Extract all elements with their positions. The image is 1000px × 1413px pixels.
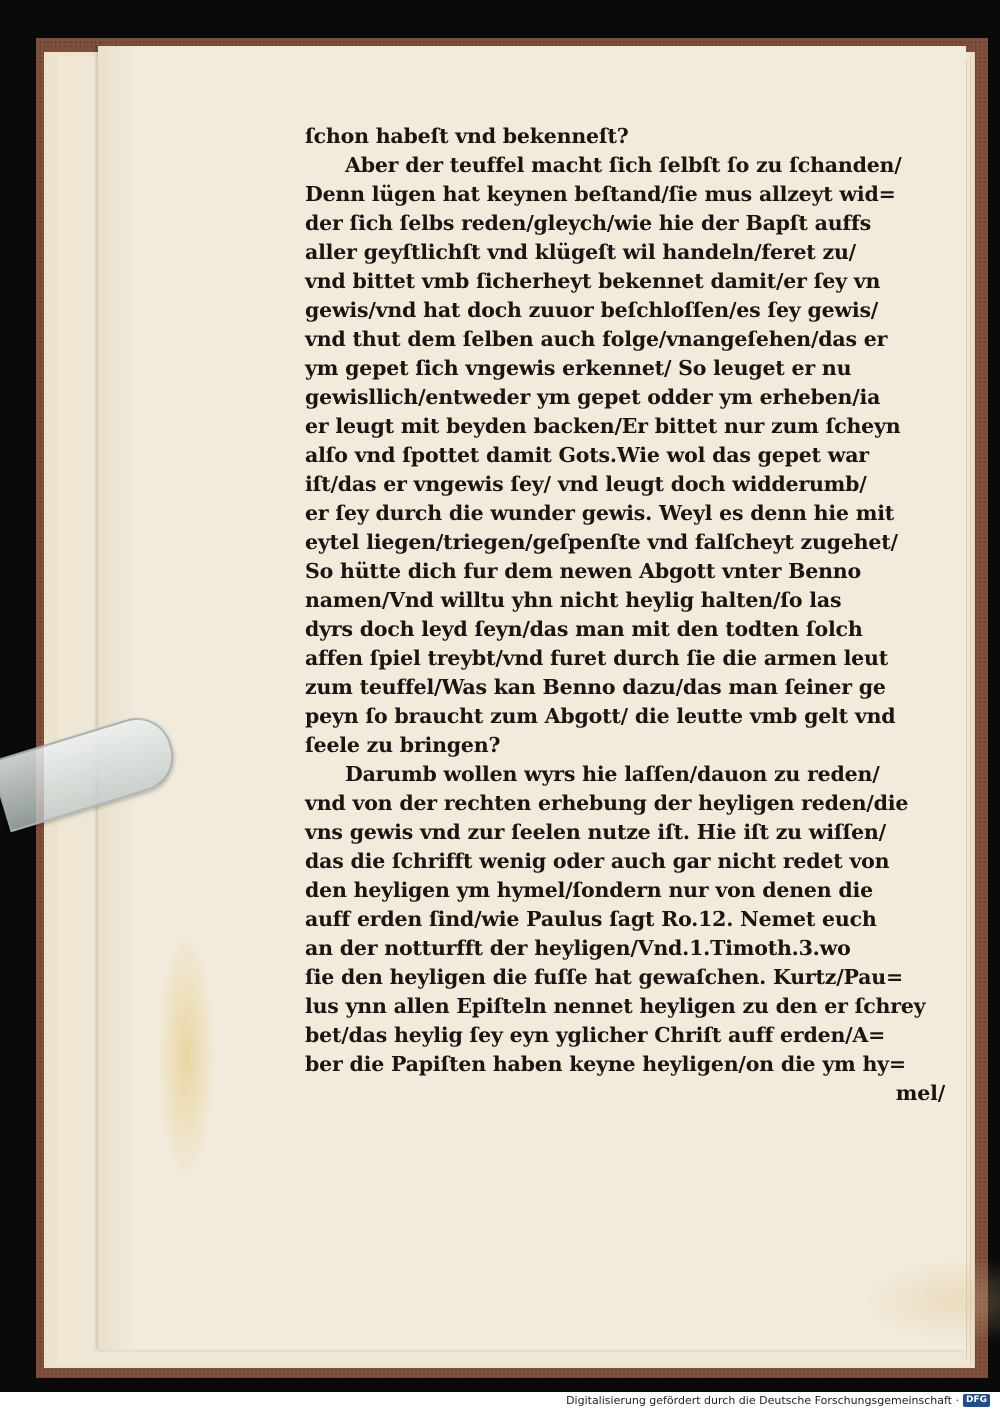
catchword-line: mel/: [895, 1081, 945, 1105]
text-line: Darumb wollen wyrs hie laſſen/dauon zu reden/: [345, 762, 880, 786]
text-line: dyrs doch leyd ſeyn/das man mit den todten ſolch: [305, 617, 863, 641]
text-line: So hütte dich fur dem newen Abgott vnter Benno: [305, 559, 861, 583]
text-line: Aber der teuffel macht ſich ſelbſt ſo zu ſchanden/: [345, 153, 902, 177]
text-line: ber die Papiſten haben keyne heyligen/on die ym hy=: [305, 1052, 906, 1076]
text-line: zum teuffel/Was kan Benno dazu/das man ſeiner ge: [305, 675, 886, 699]
text-line: das die ſchrifft wenig oder auch gar nicht redet von: [305, 849, 890, 873]
text-line: aller geyſtlichſt vnd klügeſt wil handeln/feret zu/: [305, 240, 856, 264]
text-line: eytel liegen/triegen/geſpenſte vnd falſcheyt zugehet/: [305, 530, 898, 554]
text-line: auff erden ſind/wie Paulus ſagt Ro.12. Nemet euch: [305, 907, 877, 931]
text-line: lus ynn allen Epiſteln nennet heyligen zu den er ſchrey: [305, 994, 926, 1018]
text-line: iſt/das er vngewis ſey/ vnd leugt doch widderumb/: [305, 472, 867, 496]
paper-stain: [858, 1256, 1000, 1346]
text-line: Denn lügen hat keynen beſtand/ſie mus allzeyt wid=: [305, 182, 896, 206]
text-line: er leugt mit beyden backen/Er bittet nur zum ſcheyn: [305, 414, 901, 438]
digitization-credit: [566, 1394, 990, 1407]
text-line: an der notturfft der heyligen/Vnd.1.Timoth.3.wo: [305, 936, 851, 960]
text-line: ſeele zu bringen?: [305, 733, 501, 757]
text-line: alſo vnd ſpottet damit Gots.Wie wol das gepet war: [305, 443, 869, 467]
text-line: gewis/vnd hat doch zuuor beſchloſſen/es ſey gewis/: [305, 298, 879, 322]
text-line: den heyligen ym hymel/ſondern nur von denen die: [305, 878, 873, 902]
page-text: [305, 122, 945, 1108]
text-line: vnd von der rechten erhebung der heyligen reden/die: [305, 791, 909, 815]
text-line: vnd bittet vmb ſicherheyt bekennet damit/er ſey vn: [305, 269, 881, 293]
text-line: ſchon habeſt vnd bekenneſt?: [305, 124, 629, 148]
text-line: ym gepet ſich vngewis erkennet/ So leuget er nu: [305, 356, 852, 380]
text-line: der ſich ſelbs reden/gleych/wie hie der Bapſt auffs: [305, 211, 872, 235]
credit-text: Digitalisierung gefördert durch die Deutsche Forschungsgemeinschaft ·: [566, 1394, 959, 1407]
text-line: gewisllich/entweder ym gepet odder ym erheben/ia: [305, 385, 881, 409]
text-line: vns gewis vnd zur ſeelen nutze iſt. Hie iſt zu wiſſen/: [305, 820, 886, 844]
text-line: vnd thut dem ſelben auch folge/vnangeſehen/das er: [305, 327, 888, 351]
paper-stain: [156, 926, 216, 1186]
text-line: namen/Vnd willtu yhn nicht heylig halten/ſo las: [305, 588, 842, 612]
text-line: ſie den heyligen die fuſſe hat gewaſchen. Kurtz/Pau=: [305, 965, 903, 989]
dfg-logo: DFG: [963, 1394, 990, 1407]
text-line: er ſey durch die wunder gewis. Weyl es denn hie mit: [305, 501, 895, 525]
text-line: bet/das heylig ſey eyn yglicher Chriſt auff erden/A=: [305, 1023, 886, 1047]
text-line: affen ſpiel treybt/vnd furet durch ſie die armen leut: [305, 646, 888, 670]
text-line: peyn ſo braucht zum Abgott/ die leutte vmb gelt vnd: [305, 704, 896, 728]
